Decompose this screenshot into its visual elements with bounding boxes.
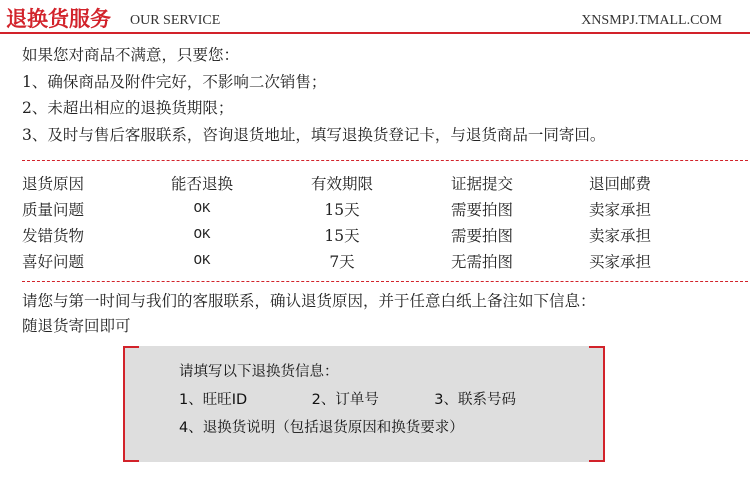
table-header-cell: 退回邮费 — [588, 175, 651, 193]
card-items-row — [179, 386, 589, 414]
card-border-right — [603, 360, 605, 448]
table-cell: 需要拍图 — [450, 201, 513, 219]
table-row — [22, 250, 722, 276]
table-cell: 发错货物 — [22, 227, 85, 245]
table-row — [22, 198, 722, 224]
note-line: 请您与第一时间与我们的客服联系，确认退货原因，并于任意白纸上备注如下信息： — [22, 292, 596, 310]
table-header-cell: 退货原因 — [22, 175, 85, 193]
table-header-cell: 证据提交 — [450, 175, 513, 193]
header-subtitle: OUR SERVICE — [130, 13, 221, 28]
intro-line: 1、确保商品及附件完好，不影响二次销售； — [22, 72, 327, 91]
intro-section — [22, 42, 742, 148]
table-cell: 买家承担 — [588, 253, 651, 271]
header-title: 退换货服务 — [6, 7, 111, 31]
table-row — [22, 224, 722, 250]
note-section — [22, 289, 742, 339]
table-header-cell: 有效期限 — [310, 175, 373, 193]
intro-line: 2、未超出相应的退换货期限； — [22, 99, 234, 117]
header-site-url[interactable]: XNSMPJ.TMALL.COM — [581, 13, 722, 28]
table-cell: 卖家承担 — [588, 201, 651, 219]
intro-line: 3、及时与售后客服联系，咨询退货地址，填写退换货登记卡，与退货商品一同寄回。 — [22, 125, 606, 144]
table-cell: OK — [193, 253, 211, 269]
table-cell: 质量问题 — [22, 201, 85, 219]
return-policy-table — [22, 172, 722, 276]
table-header-cell: 能否退换 — [170, 175, 233, 193]
dashed-divider — [22, 160, 748, 161]
card-item: 1、旺旺ID — [179, 392, 248, 408]
table-cell: 需要拍图 — [450, 227, 513, 245]
table-cell: 15天 — [324, 227, 360, 245]
card-content — [179, 358, 589, 442]
header — [0, 0, 750, 34]
card-item: 4、退换货说明（包括退货原因和换货要求） — [179, 420, 464, 436]
card-item: 3、联系号码 — [434, 392, 516, 408]
info-card — [123, 346, 605, 462]
table-header-row — [22, 172, 722, 198]
table-cell: 15天 — [324, 201, 360, 219]
note-line: 随退货寄回即可 — [22, 317, 131, 335]
card-corner — [589, 446, 605, 462]
card-corner — [123, 346, 139, 362]
table-cell: 7天 — [329, 253, 355, 271]
table-cell: 无需拍图 — [450, 253, 513, 271]
card-title: 请填写以下退换货信息： — [179, 364, 339, 380]
dashed-divider — [22, 281, 748, 282]
table-cell: OK — [193, 227, 211, 243]
table-cell: 卖家承担 — [588, 227, 651, 245]
table-cell: OK — [193, 201, 211, 217]
card-corner — [123, 446, 139, 462]
table-cell: 喜好问题 — [22, 253, 85, 271]
card-border-left — [123, 360, 125, 448]
intro-line: 如果您对商品不满意，只要您： — [22, 46, 240, 64]
card-item: 2、订单号 — [311, 392, 379, 408]
header-divider — [0, 32, 750, 34]
